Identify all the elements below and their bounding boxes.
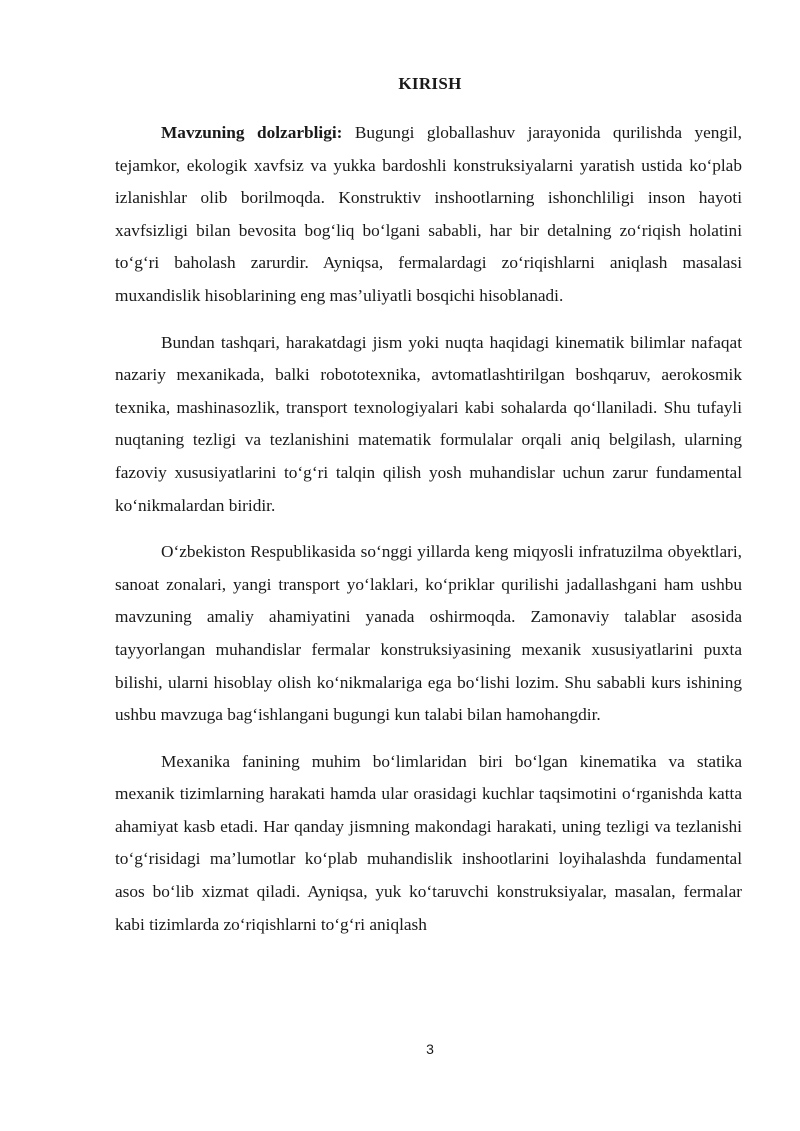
- paragraph-lead: Mavzuning dolzarbligi:: [161, 123, 343, 142]
- paragraph-text: Bugungi globallashuv jarayonida qurilishda yengil, tejamkor, ekologik xavfsiz va yukka bardoshli konstruksiyalarni yaratish ustida ko‘plab izlanishlar olib borilmoqda. Konstruktiv inshootlarning ishonchliligi inson hayoti xavfsizligi bilan bevosita bog‘liq bo‘lgani sababli, har bir detalning zo‘riqish holatini to‘g‘ri baholash zarurdir. Ayniqsa, fermalardagi zo‘riqishlarni aniqlash masalasi muxandislik hisoblarining eng mas’uliyatli bosqichi hisoblanadi.: [115, 123, 742, 305]
- paragraph-kinematics: Bundan tashqari, harakatdagi jism yoki nuqta haqidagi kinematik bilimlar nafaqat nazariy mexanikada, balki robototexnika, avtomatlashtirilgan boshqaruv, aerokosmik texnika, mashinasozlik, transport texnologiyalari kabi sohalarda qo‘llaniladi. Shu tufayli nuqtaning tezligi va tezlanishini matematik formulalar orqali aniq belgilash, ularning fazoviy xususiyatlarini to‘g‘ri talqin qilish yosh muhandislar uchun zarur fundamental ko‘nikmalardan biridir.: [115, 332, 742, 515]
- paragraph-uzbekistan: O‘zbekiston Respublikasida so‘nggi yillarda keng miqyosli infratuzilma obyektlari, sanoat zonalari, yangi transport yo‘laklari, ko‘priklar qurilishi jadallashgani ham ushbu mavzuning amaliy ahamiyatini yanada oshirmoqda. Zamonaviy talablar asosida tayyorlangan muhandislar fermalar konstruksiyasining mexanik xususiyatlarini puxta bilishi, ularni hisoblay olish ko‘nikmalariga ega bo‘lishi lozim. Shu sababli kurs ishining ushbu mavzuga bag‘ishlangani bugungi kun talabi bilan hamohangdir.: [115, 542, 742, 725]
- page-number: 3: [426, 1041, 434, 1057]
- paragraph-relevance: [115, 117, 742, 313]
- page-heading: KIRISH: [398, 74, 462, 93]
- body-text: [115, 117, 742, 955]
- paragraph-mechanics: Mexanika fanining muhim bo‘limlaridan biri bo‘lgan kinematika va statika mexanik tizimlarning harakati hamda ular orasidagi kuchlar taqsimotini o‘rganishda katta ahamiyat kasb etadi. Har qanday jismning makondagi harakati, uning tezligi va tezlanishi to‘g‘risidagi ma’lumotlar ko‘plab muhandislik inshootlarini loyihalashda fundamental asos bo‘lib xizmat qiladi. Ayniqsa, yuk ko‘taruvchi konstruksiyalar, masalan, fermalar kabi tizimlarda zo‘riqishlarni to‘g‘ri aniqlash: [115, 751, 742, 934]
